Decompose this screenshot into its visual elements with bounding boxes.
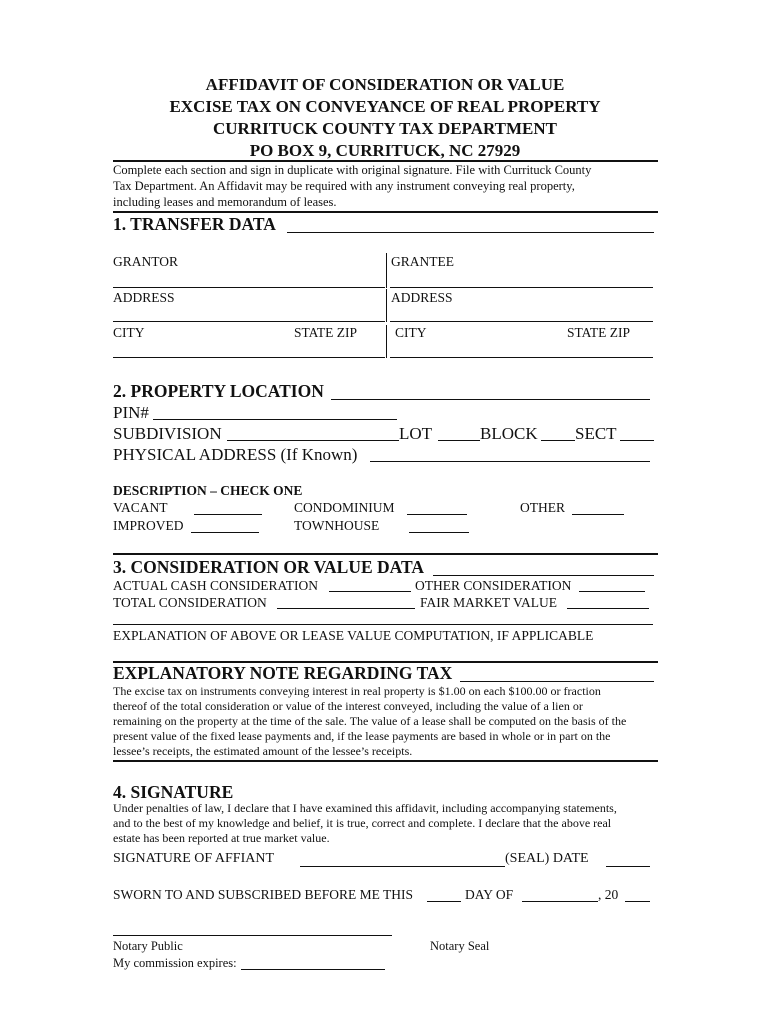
pin-label: PIN#	[113, 403, 149, 422]
grantor-state-zip-label: STATE ZIP	[294, 325, 358, 340]
pin-field[interactable]	[153, 419, 397, 420]
physical-address-label: PHYSICAL ADDRESS (If Known)	[113, 445, 358, 464]
explanation-line[interactable]	[113, 624, 653, 625]
sworn-year-field[interactable]	[625, 901, 650, 902]
declaration-line: and to the best of my knowledge and belief, it is true, correct and complete. I declare that the above real	[113, 816, 612, 830]
affiant-signature-field[interactable]	[300, 866, 505, 867]
instructions-line: Complete each section and sign in duplicate with original signature. File with Currituck County	[113, 163, 592, 177]
actual-cash-label: ACTUAL CASH CONSIDERATION	[113, 578, 319, 593]
townhouse-label: TOWNHOUSE	[294, 518, 380, 533]
other-check[interactable]	[572, 514, 624, 515]
subdivision-label: SUBDIVISION	[113, 424, 222, 443]
block-label: BLOCK	[480, 424, 538, 443]
actual-cash-field[interactable]	[329, 591, 411, 592]
improved-label: IMPROVED	[113, 518, 184, 533]
physical-address-field[interactable]	[370, 461, 650, 462]
improved-check[interactable]	[191, 532, 259, 533]
grantee-field[interactable]	[390, 287, 653, 288]
section-note-title: EXPLANATORY NOTE REGARDING TAX	[113, 663, 453, 683]
explanation-label: EXPLANATION OF ABOVE OR LEASE VALUE COMPUTATION, IF APPLICABLE	[113, 628, 594, 643]
signature-declaration	[113, 801, 663, 846]
grantee-label: GRANTEE	[391, 254, 454, 269]
fair-market-field[interactable]	[567, 608, 649, 609]
note-text	[113, 684, 658, 759]
notary-seal-label: Notary Seal	[430, 939, 490, 953]
form-title: AFFIDAVIT OF CONSIDERATION OR VALUE	[205, 75, 565, 94]
grantor-address-field[interactable]	[113, 321, 385, 322]
section-location-title: 2. PROPERTY LOCATION	[113, 381, 324, 401]
grantee-address-label: ADDRESS	[391, 290, 453, 305]
sworn-month-field[interactable]	[522, 901, 598, 902]
instructions-line: including leases and memorandum of leases.	[113, 195, 337, 209]
day-of-label: DAY OF	[465, 887, 514, 902]
total-consideration-field[interactable]	[277, 608, 415, 609]
grantor-address-label: ADDRESS	[113, 290, 175, 305]
divider	[113, 760, 658, 762]
grantor-label: GRANTOR	[113, 254, 179, 269]
grantor-city-field[interactable]	[113, 357, 385, 358]
column-divider	[386, 325, 387, 358]
total-consideration-label: TOTAL CONSIDERATION	[113, 595, 267, 610]
form-subtitle: EXCISE TAX ON CONVEYANCE OF REAL PROPERTY	[169, 97, 601, 116]
block-field[interactable]	[541, 440, 575, 441]
grantee-city-field[interactable]	[390, 357, 653, 358]
department-address: PO BOX 9, CURRITUCK, NC 27929	[249, 141, 521, 160]
sworn-label: SWORN TO AND SUBSCRIBED BEFORE ME THIS	[113, 887, 414, 902]
divider	[113, 211, 658, 213]
vacant-label: VACANT	[113, 500, 168, 515]
description-title: DESCRIPTION – CHECK ONE	[113, 483, 303, 498]
townhouse-check[interactable]	[409, 532, 469, 533]
vacant-check[interactable]	[194, 514, 262, 515]
other-consideration-label: OTHER CONSIDERATION	[415, 578, 572, 593]
grantee-state-zip-label: STATE ZIP	[567, 325, 631, 340]
title-underline	[287, 232, 654, 233]
commission-expires-field[interactable]	[241, 969, 385, 970]
grantee-city-label: CITY	[395, 325, 427, 340]
title-underline	[331, 399, 650, 400]
declaration-line: estate has been reported at true market value.	[113, 831, 330, 845]
grantee-address-field[interactable]	[390, 321, 653, 322]
condominium-label: CONDOMINIUM	[294, 500, 395, 515]
commission-expires-label: My commission expires:	[113, 956, 237, 970]
grantor-field[interactable]	[113, 287, 385, 288]
note-line: present value of the fixed lease payments and, if the lease payments are based in whole or in part on the	[113, 729, 611, 743]
title-underline	[460, 681, 654, 682]
note-line: thereof of the total consideration or value of the interest conveyed, including the value of a lien or	[113, 699, 583, 713]
column-divider	[386, 289, 387, 322]
instructions-line: Tax Department. An Affidavit may be required with any instrument conveying real property,	[113, 179, 575, 193]
subdivision-field[interactable]	[227, 440, 399, 441]
year-label: , 20	[598, 887, 619, 902]
notary-public-label: Notary Public	[113, 939, 183, 953]
title-underline	[433, 575, 654, 576]
note-line: remaining on the property at the time of the sale. The value of a lease shall be computed on the basis of the	[113, 714, 627, 728]
department-name: CURRITUCK COUNTY TAX DEPARTMENT	[213, 119, 557, 138]
column-divider	[386, 253, 387, 288]
other-consideration-field[interactable]	[579, 591, 645, 592]
lot-label: LOT	[399, 424, 433, 443]
other-label: OTHER	[520, 500, 565, 515]
section-consideration-title: 3. CONSIDERATION OR VALUE DATA	[113, 557, 425, 577]
note-line: The excise tax on instruments conveying interest in real property is $1.00 on each $100.00 or fraction	[113, 684, 601, 698]
instructions	[113, 162, 653, 210]
grantor-city-label: CITY	[113, 325, 145, 340]
sect-label: SECT	[575, 424, 617, 443]
section-transfer-title: 1. TRANSFER DATA	[113, 214, 276, 234]
seal-date-label: (SEAL) DATE	[505, 851, 589, 866]
divider	[113, 553, 658, 555]
affiant-signature-label: SIGNATURE OF AFFIANT	[113, 851, 275, 866]
note-line: lessee’s receipts, the estimated amount of the lessee’s receipts.	[113, 744, 413, 758]
fair-market-label: FAIR MARKET VALUE	[420, 595, 558, 610]
section-signature-title: 4. SIGNATURE	[113, 782, 234, 802]
condominium-check[interactable]	[407, 514, 467, 515]
lot-field[interactable]	[438, 440, 480, 441]
declaration-line: Under penalties of law, I declare that I have examined this affidavit, including accompanying statements,	[113, 801, 617, 815]
notary-signature-field[interactable]	[113, 935, 392, 936]
sect-field[interactable]	[620, 440, 654, 441]
sworn-day-field[interactable]	[427, 901, 461, 902]
date-field[interactable]	[606, 866, 650, 867]
